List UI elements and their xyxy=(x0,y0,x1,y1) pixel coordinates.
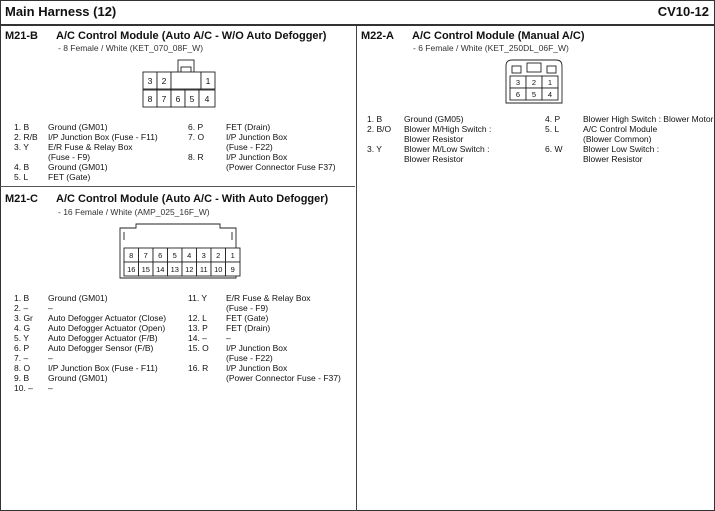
pin-label: 4 xyxy=(204,94,210,104)
pin-row xyxy=(188,303,354,313)
pin-number: 16. R xyxy=(188,363,209,373)
pin-number: 2. R/B xyxy=(14,132,38,142)
pin-description: I/P Junction Box xyxy=(226,363,288,373)
pin-cell xyxy=(168,248,183,262)
pin-number: 10. – xyxy=(14,383,33,393)
pin-row xyxy=(14,132,184,142)
pin-cell xyxy=(139,248,154,262)
pin-label: 6 xyxy=(515,90,521,99)
pin-description: (Power Connector Fuse - F37) xyxy=(226,373,341,383)
pin-number: 7. O xyxy=(188,132,205,142)
pin-description: – xyxy=(226,333,231,343)
pin-description: (Blower Common) xyxy=(583,134,652,144)
pin-number: 15. O xyxy=(188,343,209,353)
pin-number: 12. L xyxy=(188,313,207,323)
pin-description: (Fuse - F9) xyxy=(226,303,269,313)
pin-label: 7 xyxy=(143,251,148,260)
pin-row xyxy=(14,323,184,333)
pin-label: 8 xyxy=(129,251,134,260)
pin-description: Auto Defogger Actuator (F/B) xyxy=(48,333,158,343)
pin-cell xyxy=(168,262,183,276)
pin-label: 7 xyxy=(161,94,167,104)
pin-description: A/C Control Module xyxy=(583,124,658,134)
pin-label: 3 xyxy=(201,251,206,260)
pin-cell xyxy=(211,248,226,262)
pin-number: 1. B xyxy=(14,122,30,132)
pin-list-right xyxy=(188,122,354,172)
connector-key xyxy=(512,66,521,73)
pin-label: 13 xyxy=(170,265,179,274)
pin-cell xyxy=(197,262,212,276)
pin-list-left xyxy=(367,114,543,164)
pin-label: 6 xyxy=(158,251,163,260)
pin-list-left xyxy=(14,293,184,393)
pin-cell xyxy=(171,90,185,107)
pin-row xyxy=(188,363,354,373)
pin-label: 12 xyxy=(185,265,194,274)
pin-description: Blower Resistor xyxy=(404,154,464,164)
connector-code: M22-A xyxy=(361,30,395,42)
pin-row xyxy=(367,154,543,164)
column-divider xyxy=(356,26,357,511)
pin-label: 1 xyxy=(205,76,211,86)
pin-description: Blower Low Switch : xyxy=(583,144,660,154)
pin-label: 2 xyxy=(216,251,221,260)
pin-description: Auto Defogger Actuator (Close) xyxy=(48,313,167,323)
section-divider xyxy=(0,186,355,187)
pin-row xyxy=(545,114,713,124)
pin-label: 11 xyxy=(199,265,208,274)
connector-subtitle: - 16 Female / White (AMP_025_16F_W) xyxy=(58,207,210,217)
pin-description: E/R Fuse & Relay Box xyxy=(48,142,133,152)
pin-number: 5. Y xyxy=(14,333,29,343)
pin-row xyxy=(14,162,184,172)
pin-description: (Power Connector Fuse F37) xyxy=(226,162,336,172)
connector-diagram-m21c xyxy=(114,220,242,284)
pin-row xyxy=(367,124,543,134)
pin-description: – xyxy=(48,353,53,363)
pin-number: 3. Gr xyxy=(14,313,33,323)
pin-list-left xyxy=(14,122,184,182)
pin-cell xyxy=(124,262,139,276)
pin-label: 3 xyxy=(515,78,521,87)
pin-cell xyxy=(201,72,215,89)
pin-cell xyxy=(542,76,558,88)
pin-number: 4. B xyxy=(14,162,30,172)
pin-cell xyxy=(197,248,212,262)
pin-row xyxy=(14,142,184,152)
pin-cell xyxy=(182,262,197,276)
pin-description: E/R Fuse & Relay Box xyxy=(226,293,311,303)
pin-cell xyxy=(182,248,197,262)
pin-row xyxy=(367,144,543,154)
pin-cell xyxy=(153,262,168,276)
pin-label: 2 xyxy=(531,78,537,87)
pin-label: 5 xyxy=(531,90,537,99)
pin-row xyxy=(14,152,184,162)
pin-row xyxy=(14,313,184,323)
pin-cell xyxy=(211,262,226,276)
pin-row xyxy=(188,323,354,333)
header-divider xyxy=(0,24,715,26)
pin-description: Ground (GM01) xyxy=(48,122,108,132)
pin-description: FET (Drain) xyxy=(226,323,271,333)
pin-number: 3. Y xyxy=(14,142,29,152)
connector-subtitle: - 8 Female / White (KET_070_08F_W) xyxy=(58,43,204,53)
pin-cell xyxy=(143,72,157,89)
pin-cell xyxy=(226,262,241,276)
pin-number: 8. R xyxy=(188,152,204,162)
pin-number: 11. Y xyxy=(188,293,208,303)
connector-title: A/C Control Module (Auto A/C - With Auto Defogger) xyxy=(56,193,329,205)
pin-cell xyxy=(199,90,215,107)
pin-number: 2. – xyxy=(14,303,29,313)
pin-label: 15 xyxy=(141,265,150,274)
pin-label: 14 xyxy=(156,265,165,274)
connector-key xyxy=(547,66,556,73)
pin-description: Ground (GM01) xyxy=(48,293,108,303)
pin-row xyxy=(367,134,543,144)
pin-cell xyxy=(157,72,171,89)
pin-label: 4 xyxy=(547,90,553,99)
pin-label: 6 xyxy=(175,94,181,104)
pin-description: – xyxy=(48,303,53,313)
pin-description: – xyxy=(48,383,53,393)
pin-row xyxy=(14,343,184,353)
pin-number: 5. L xyxy=(14,172,29,182)
page-header xyxy=(0,0,715,24)
pin-number: 1. B xyxy=(14,293,30,303)
pin-row xyxy=(367,114,543,124)
pin-row xyxy=(14,333,184,343)
pin-row xyxy=(14,383,184,393)
connector-blank xyxy=(171,72,201,89)
pin-description: Ground (GM05) xyxy=(404,114,464,124)
pin-description: Blower Resistor xyxy=(404,134,464,144)
pin-row xyxy=(188,152,354,162)
pin-description: I/P Junction Box (Fuse - F11) xyxy=(48,132,158,142)
connector-title: A/C Control Module (Auto A/C - W/O Auto Defogger) xyxy=(56,30,327,42)
pin-label: 10 xyxy=(214,265,223,274)
pin-description: Blower M/Low Switch : xyxy=(404,144,490,154)
pin-list-right xyxy=(545,114,713,164)
connector-title: A/C Control Module (Manual A/C) xyxy=(412,30,585,42)
pin-cell xyxy=(526,76,542,88)
pin-cell xyxy=(510,76,526,88)
pin-label: 2 xyxy=(161,76,167,86)
pin-number: 6. P xyxy=(14,343,30,353)
pin-row xyxy=(188,333,354,343)
pin-row xyxy=(188,293,354,303)
pin-cell xyxy=(124,248,139,262)
pin-cell xyxy=(526,88,542,100)
connector-code: M21-B xyxy=(5,30,39,42)
pin-label: 8 xyxy=(147,94,153,104)
pin-row xyxy=(14,373,184,383)
pin-number: 6. W xyxy=(545,144,563,154)
pin-cell xyxy=(185,90,199,107)
pin-row xyxy=(188,132,354,142)
pin-description: (Fuse - F9) xyxy=(48,152,91,162)
pin-row xyxy=(188,373,354,383)
pin-description: Blower High Switch : Blower Motor xyxy=(583,114,714,124)
pin-label: 1 xyxy=(547,78,553,87)
pin-number: 5. L xyxy=(545,124,560,134)
pin-label: 3 xyxy=(147,76,153,86)
pin-row xyxy=(188,343,354,353)
connector-diagram-m21b xyxy=(138,56,222,110)
pin-description: Auto Defogger Sensor (F/B) xyxy=(48,343,154,353)
pin-row xyxy=(188,142,354,152)
pin-row xyxy=(188,353,354,363)
pin-cell xyxy=(226,248,241,262)
pin-description: Blower M/High Switch : xyxy=(404,124,492,134)
pin-description: Ground (GM01) xyxy=(48,373,108,383)
pin-row xyxy=(14,122,184,132)
pin-description: Blower Resistor xyxy=(583,154,643,164)
pin-description: Auto Defogger Actuator (Open) xyxy=(48,323,166,333)
pin-row xyxy=(188,313,354,323)
connector-diagram-m22a xyxy=(498,56,570,106)
pin-description: I/P Junction Box xyxy=(226,152,288,162)
pin-number: 13. P xyxy=(188,323,208,333)
page-code: CV10-12 xyxy=(657,4,709,19)
pin-number: 1. B xyxy=(367,114,383,124)
pin-label: 5 xyxy=(172,251,177,260)
pin-row xyxy=(14,353,184,363)
pin-description: (Fuse - F22) xyxy=(226,142,273,152)
pin-description: I/P Junction Box xyxy=(226,132,288,142)
pin-row xyxy=(188,162,354,172)
pin-number: 4. P xyxy=(545,114,561,124)
pin-description: (Fuse - F22) xyxy=(226,353,273,363)
pin-description: FET (Drain) xyxy=(226,122,271,132)
pin-cell xyxy=(153,248,168,262)
pin-description: I/P Junction Box (Fuse - F11) xyxy=(48,363,158,373)
pin-cell xyxy=(139,262,154,276)
pin-label: 5 xyxy=(189,94,195,104)
pin-description: FET (Gate) xyxy=(48,172,91,182)
pin-row xyxy=(545,134,713,144)
pin-row xyxy=(545,124,713,134)
pin-row xyxy=(14,172,184,182)
pin-label: 1 xyxy=(230,251,235,260)
connector-subtitle: - 6 Female / White (KET_250DL_06F_W) xyxy=(413,43,569,53)
pin-row xyxy=(14,303,184,313)
pin-row xyxy=(188,122,354,132)
pin-description: I/P Junction Box xyxy=(226,343,288,353)
pin-number: 7. – xyxy=(14,353,29,363)
pin-number: 3. Y xyxy=(367,144,382,154)
pin-number: 8. O xyxy=(14,363,31,373)
pin-number: 9. B xyxy=(14,373,30,383)
connector-latch xyxy=(527,63,541,72)
pin-label: 4 xyxy=(187,251,192,260)
pin-number: 4. G xyxy=(14,323,31,333)
pin-number: 6. P xyxy=(188,122,204,132)
pin-list-right xyxy=(188,293,354,383)
pin-row xyxy=(545,144,713,154)
pin-cell xyxy=(542,88,558,100)
pin-number: 14. – xyxy=(188,333,207,343)
pin-row xyxy=(545,154,713,164)
pin-number: 2. B/O xyxy=(367,124,392,134)
pin-description: FET (Gate) xyxy=(226,313,269,323)
pin-cell xyxy=(143,90,157,107)
pin-label: 16 xyxy=(127,265,136,274)
pin-cell xyxy=(510,88,526,100)
pin-description: Ground (GM01) xyxy=(48,162,108,172)
connector-code: M21-C xyxy=(5,193,39,205)
pin-cell xyxy=(157,90,171,107)
pin-row xyxy=(14,363,184,373)
page-title: Main Harness (12) xyxy=(5,4,117,19)
pin-label: 9 xyxy=(230,265,235,274)
pin-row xyxy=(14,293,184,303)
